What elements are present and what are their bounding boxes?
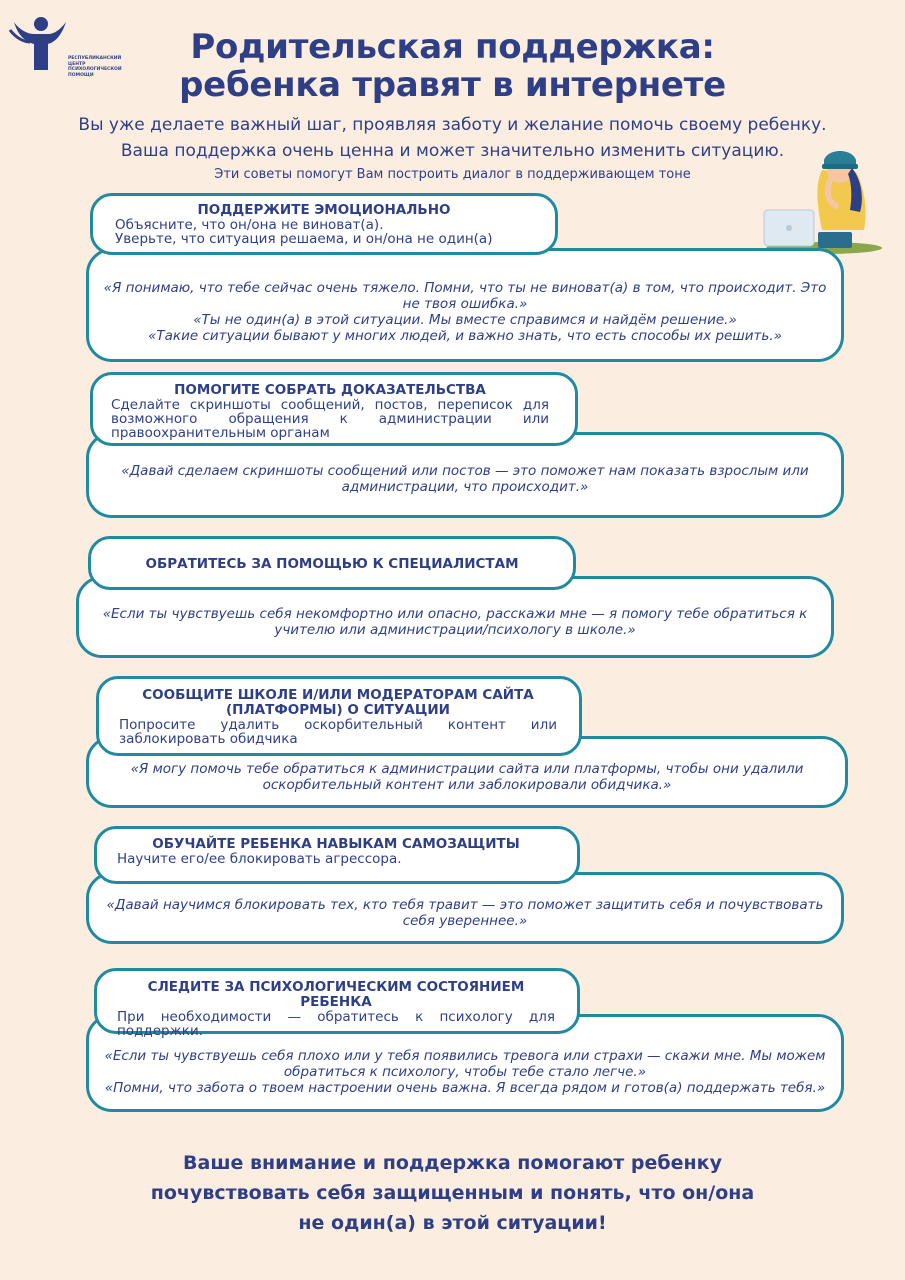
section-6-quote-2: «Помни, что забота о твоем настроении очень важна. Я всегда рядом и готов(а) поддержать тебя.»	[104, 1080, 826, 1096]
section-2-quote-1: «Давай сделаем скриншоты сообщений или постов — это поможет нам показать взрослым или администрации, что происходит.»	[121, 463, 809, 495]
section-5-heading-box	[94, 826, 580, 884]
section-5-quote-1: «Давай научимся блокировать тех, кто тебя травит — это поможет защитить себя и почувствовать себя увереннее.»	[106, 897, 824, 929]
intro-line-1: Вы уже делаете важный шаг, проявляя заботу и желание помочь своему ребенку.	[78, 115, 827, 135]
section-6-quote-1: «Если ты чувствуешь себя плохо или у тебя появились тревога или страхи — скажи мне. Мы можем обратиться к психологу, чтобы тебе стало легче.»	[104, 1048, 826, 1080]
section-1-desc-1: Объясните, что он/она не виноват(а).	[115, 217, 384, 233]
section-5-desc-1: Научите его/ее блокировать агрессора.	[117, 851, 402, 867]
section-4-heading: СООБЩИТЕ ШКОЛЕ И/ИЛИ МОДЕРАТОРАМ САЙТА (ПЛАТФОРМЫ) О СИТУАЦИИ	[142, 687, 534, 718]
section-2-heading-box	[90, 372, 578, 446]
section-1-heading: ПОДДЕРЖИТЕ ЭМОЦИОНАЛЬНО	[197, 202, 451, 218]
section-3-heading: ОБРАТИТЕСЬ ЗА ПОМОЩЬЮ К СПЕЦИАЛИСТАМ	[145, 555, 519, 572]
logo-text: РЕСПУБЛИКАНСКИЙ ЦЕНТР ПСИХОЛОГИЧЕСКОЙ ПОМОЩИ	[68, 56, 122, 78]
section-4-desc-1: Попросите удалить оскорбительный контент или заблокировать обидчика	[119, 717, 557, 747]
page-title	[0, 28, 905, 104]
closing-line-1: Ваше внимание и поддержка помогают ребенку	[183, 1152, 722, 1174]
section-1-quote-2: «Ты не один(а) в этой ситуации. Мы вместе справимся и найдём решение.»	[193, 312, 737, 328]
section-3-quote-1: «Если ты чувствуешь себя некомфортно или опасно, расскажи мне — я помогу тебе обратиться к учителю или администрации/психологу в школе.»	[102, 606, 808, 638]
section-1-heading-box	[90, 193, 558, 255]
section-2-heading: ПОМОГИТЕ СОБРАТЬ ДОКАЗАТЕЛЬСТВА	[174, 382, 486, 398]
woman-at-laptop-illustration	[752, 140, 882, 260]
section-6-heading: СЛЕДИТЕ ЗА ПСИХОЛОГИЧЕСКИМ СОСТОЯНИЕМ РЕБЕНКА	[147, 979, 525, 1010]
intro-line-2: Ваша поддержка очень ценна и может значительно изменить ситуацию.	[120, 141, 785, 161]
section-2-desc-1: Сделайте скриншоты сообщений, постов, переписок для возможного обращения к администрации или правоохранительным органам	[111, 397, 549, 441]
section-5-heading: ОБУЧАЙТЕ РЕБЕНКА НАВЫКАМ САМОЗАЩИТЫ	[152, 836, 520, 852]
section-1-quote-3: «Такие ситуации бывают у многих людей, и важно знать, что есть способы их решить.»	[148, 328, 782, 344]
title-line-1: Родительская поддержка:	[190, 27, 715, 67]
closing-message	[0, 1148, 905, 1238]
section-4-quote-1: «Я могу помочь тебе обратиться к администрации сайта или платформы, чтобы они удалили оскорбительный контент или заблокировали обидчика.»	[130, 761, 804, 793]
section-1-desc-2: Уверьте, что ситуация решаема, и он/она не один(а)	[115, 231, 493, 247]
section-4-heading-box	[96, 676, 582, 756]
section-6-desc-1: При необходимости — обратитесь к психологу для поддержки.	[117, 1009, 555, 1039]
section-6-heading-box	[94, 968, 580, 1039]
section-3-heading-box	[88, 536, 576, 590]
intro-line-3: Эти советы помогут Вам построить диалог в поддерживающем тоне	[214, 167, 691, 182]
section-1-quote-box	[86, 248, 844, 362]
section-1-quote-1: «Я понимаю, что тебе сейчас очень тяжело. Помни, что ты не виноват(а) в том, что происходит. Это не твоя ошибка.»	[103, 280, 827, 312]
title-line-2: ребенка травят в интернете	[179, 65, 726, 105]
closing-line-3: не один(а) в этой ситуации!	[298, 1212, 607, 1234]
closing-line-2: почувствовать себя защищенным и понять, что он/она	[150, 1182, 755, 1204]
